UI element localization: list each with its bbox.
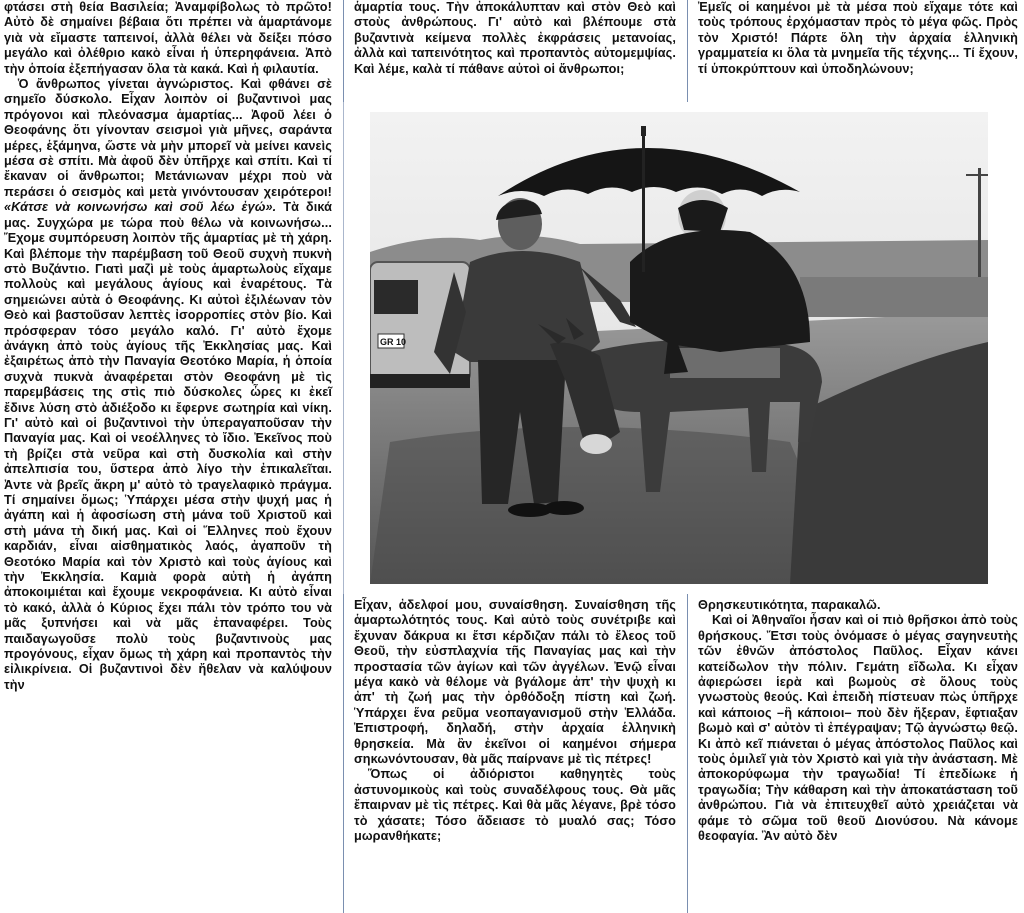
article-column-right-top <box>698 0 1018 77</box>
paragraph: φτάσει στὴ θεία Βασιλεία; Ἀναμφίβολως τὸ πρῶτο! Αὐτὸ δὲ σημαίνει βέβαια ὅτι πρέπει νὰ ἁμαρτάνομε γιὰ νὰ εἴμαστε ταπεινοί, ἀλλὰ θέλει νὰ δείξει πόσο μεγάλο καὶ ὀλέθριο κακὸ εἶναι ἡ ὑπερηφάνεια. Ἀπὸ τὴν ὁποία ἐξεπήγασαν ὅλα τὰ κακά. Καὶ ἡ φιλαυτία. <box>4 0 332 76</box>
paragraph: Ἐμεῖς οἱ καημένοι μὲ τὰ μέσα ποὺ εἴχαμε τότε καὶ τοὺς τρόπους ἐρχόμασταν πρὸς τὸ μέγα φῶς. Πρὸς τὸν Χριστό! Πάρτε ὅλη τὴν ἀρχαία ἑλληνικὴ γραμματεία κι ὅλα τὰ μνημεῖα τῆς τέχνης... Τί ἔχουν, τί ὑποκρύπτουν καὶ ὑποδηλώνουν; <box>698 0 1018 76</box>
paragraph-text: Ὁ ἄνθρωπος γίνεται ἀγνώριστος. Καὶ φθάνει σὲ σημεῖο δύσκολο. Εἶχαν λοιπὸν οἱ βυζαντινοὶ μας πρόγονοι καὶ πλεόνασμα ἁμαρτίας... Ἀφοῦ λέει ὁ Θεοφάνης ὅτι γίνονταν σεισμοὶ γιὰ μῆνες, σαράντα μέρες, ἑξάμηνα, ὥστε νὰ μὴν μπορεῖ νὰ μείνει κανεὶς μέσα σὲ σπίτι. Μὰ ἀφοῦ δὲν ὑπῆρχε καὶ σπίτι. Καὶ τί ἔκαναν οἱ ἄνθρωποι; Μετάνιωναν μέχρι ποὺ νὰ περάσει ὁ σεισμὸς καὶ μετὰ γινόντουσαν χειρότεροι! <box>4 77 332 199</box>
paragraph-text: Τὰ δικά μας. Συγχώρα με τώρα ποὺ θέλω νὰ κοινωνήσω... Ἔχομε συμπόρευση λοιπὸν τῆς ἁμαρτίας μὲ τὴ χάρη. Καὶ βλέπομε τὴν παρέμβαση τοῦ Θεοῦ συχνὴ πυκνὴ στὸ Βυζάντιο. Γιατὶ μαζὶ μὲ τοὺς ἁμαρτωλοὺς εἴχαμε πολλοὺς καὶ μεγάλους ἁγίους καὶ ἐναρέτους. Τὰ σημειώνει αὐτὰ ὁ Θεοφάνης. Κι αὐτοὶ ἐξιλέωναν τὸν Θεὸ καὶ βαστοῦσαν λεπτὲς ἰσορροπίες στὸν βίο. Καὶ πρόσφεραν τόσο μεγάλο καλό. Γι' αὐτὸ ἔχομε ἀνάγκη ἀπὸ τοὺς ἁγίους τῆς Ἐκκλησίας μας. Καὶ ἐξαιρέτως ἀπὸ τὴν Παναγία Θεοτόκο Μαρία, ἡ ὁποία συχνὰ πυκνὰ ἀναφέρεται στὸν Θεοφάνη μὲ τὶς παρεμβάσεις της στὶς πιὸ δύσκολες ὧρες κι ἐκεῖ ἔδινε λύση στὸ ἀδιέξοδο κι ἔφερνε σωτηρία καὶ νίκη. Γι' αὐτὸ καὶ οἱ βυζαντινοὶ τὴν ὑπεραγαποῦσαν τὴν Παναγία μας. Καὶ οἱ νεοέλληνες τὸ ἴδιο. Ἐκεῖνος ποὺ τὴ βρίζει στὰ νεῦρα καὶ στὴ δυσκολία καὶ στὴν ἀπελπισία του, ὕστερα ἀπὸ λίγο τὴν ἐπικαλεῖται. Ἀντε νὰ βρεῖς ἄκρη μ' αὐτὸ τὸ τραγελαφικὸ πράγμα. Τί σημαίνει ὅμως; Ὑπάρχει μέσα στὴν ψυχή μας ἡ ἀγάπη καὶ ἡ ἀφοσίωση στὴ μάνα τοῦ Χριστοῦ καὶ στὴ μάνα τὴ δική μας. Καὶ οἱ Ἕλληνες ποὺ ἔχουν καρδιάν, εἶναι αἰσθηματικὸς λαός, ἀγαποῦν τὴ Θεοτόκο Μαρία καὶ τὸν Χριστὸ καὶ τοὺς ἁγίους καὶ τὴν Ἐκκλησία. Καμιὰ φορὰ αὐτὴ ἡ ἀγάπη ἀποκοιμιέται καὶ ἔχουμε νεκροφάνεια. Κι αὐτὸ εἶναι τὸ κακό, ἀλλὰ ὁ Κύριος ἔχει πάλι τὸν τρόπο του νὰ μᾶς ξυπνήσει καὶ νὰ μᾶς ἐπαναφέρει. Τοὺς παιδαγωγοῦσε πολὺ τοὺς βυζαντινοὺς μας προγόνους, εἶχαν ὅμως τὴ χάρη καὶ προπαντὸς τὴν εἰλικρίνεια. Οἱ βυζαντινοὶ δὲν ἤθελαν νὰ καλύψουν τὴν <box>4 200 332 692</box>
article-column-left <box>4 0 332 693</box>
column-rule <box>343 0 344 102</box>
article-column-right-bottom <box>698 598 1018 845</box>
column-rule <box>343 594 344 913</box>
column-rule <box>687 594 688 913</box>
article-photo <box>370 112 988 584</box>
paragraph: Ὅπως οἱ ἀδιόριστοι καθηγητὲς τοὺς ἀστυνομικοὺς καὶ τοὺς συναδέλφους τους. Θὰ μᾶς ἔπαιρναν μὲ τὶς πέτρες. Καὶ θὰ μᾶς λέγανε, βρὲ τόσο τὸ χάσατε; Τόσο ἄδειασε τὸ μυαλό σας; Τόσο μωρανθήκατε; <box>354 767 676 844</box>
photo-illustration <box>370 112 988 584</box>
article-column-middle-top <box>354 0 676 77</box>
paragraph <box>4 77 332 693</box>
article-column-middle-bottom <box>354 598 676 845</box>
paragraph: Θρησκευτικότητα, παρακαλῶ. <box>698 598 881 612</box>
paragraph: Καὶ οἱ Ἀθηναῖοι ἦσαν καὶ οἱ πιὸ θρῆσκοι ἀπὸ τοὺς θρήσκους. Ἔτσι τοὺς ὀνόμασε ὁ μέγας σαγηνευτὴς τῶν ἐθνῶν ἀπόστολος Παῦλος. Εἶχαν κάνει κατείδωλον τὴν πόλιν. Γεμάτη εἴδωλα. Κι εἶχαν ἀφιερώσει ἱερὰ καὶ βωμοὺς σὲ ὅλους τοὺς γνωστοὺς θεούς. Καὶ ἐπειδὴ πίστευαν πὼς ὑπῆρχε καὶ κάποιος –ἢ κάποιοι– ποὺ δὲν ἤξεραν, ἔφτιαξαν βωμὸ καὶ σ' αὐτὸν τὶ ἐπέγραψαν; Τῷ ἀγνώστῳ θεῷ. Κι ἀπὸ κεῖ πιάνεται ὁ μέγας ἀπόστολος Παῦλος καὶ τοὺς ὁμιλεῖ γιὰ τὸν Χριστὸ καὶ γιὰ τὴν ἀνάσταση. Μὲ ἀποκορύφωμα τὴν τραγωδία! Τί ἐπεδίωκε ἡ τραγωδία; Τὴν κάθαρση καὶ τὴν ἀποκατάσταση τοῦ ἀνθρώπου. Γιὰ νὰ ἐπιτευχθεῖ αὐτὸ χρειάζεται νὰ φάμε τὸ σῶμα τοῦ θεοῦ Διονύσου. Νὰ κάνομε θεοφαγία. Ἂν αὐτὸ δὲν <box>698 613 1018 844</box>
italic-quote: «Κάτσε νὰ κοινωνήσω καὶ σοῦ λέω ἐγώ». <box>4 200 277 215</box>
license-plate: GR 10 <box>380 337 407 347</box>
column-rule <box>687 0 688 102</box>
column-rule <box>343 102 344 594</box>
pole <box>978 168 981 288</box>
paragraph: ἁμαρτία τους. Τὴν ἀποκάλυπταν καὶ στὸν Θεὸ καὶ στοὺς ἀνθρώπους. Γι' αὐτὸ καὶ βλέπουμε στὰ βυζαντινὰ κείμενα πολλὲς ἐκφράσεις μετανοίας, ἀλλὰ καὶ ταπεινότητος καὶ προπαντὸς αὐτομεμψίας. Καὶ λέμε, καλὰ τί πάθανε αὐτοὶ οἱ ἄνθρωποι; <box>354 0 676 76</box>
paragraph: Εἶχαν, ἀδελφοί μου, συναίσθηση. Συναίσθηση τῆς ἁμαρτωλότητός τους. Καὶ αὐτὸ τοὺς συνέτριβε καὶ ἔχυναν δάκρυα κι ἔτσι κέρδιζαν πάλι τὸ ἔλεος τοῦ Θεοῦ, τὴν εὐσπλαχνία τῆς Παναγίας μας καὶ τὴν προστασία τῶν ἁγίων καὶ τῶν ἀγγέλων. Ἐνῷ εἶναι μέγα κακὸ νὰ θέλομε νὰ βγάλομε ἀπ' τὴν ψυχὴ κι ἀπ' τὴ ζωή μας τὴν ὀρθόδοξη πίστη καὶ ζωή. Ὑπάρχει ἕνα ρεῦμα νεοπαγανισμοῦ στὴν Ἑλλάδα. Ἐπιστροφή, δηλαδή, στὴν ἀρχαία ἑλληνικὴ θρησκεία. Μὰ ἂν ἐκεῖνοι οἱ καημένοι σήμερα σηκωνόντουσαν, θὰ μᾶς παίρνανε μὲ τὶς πέτρες! <box>354 598 676 767</box>
